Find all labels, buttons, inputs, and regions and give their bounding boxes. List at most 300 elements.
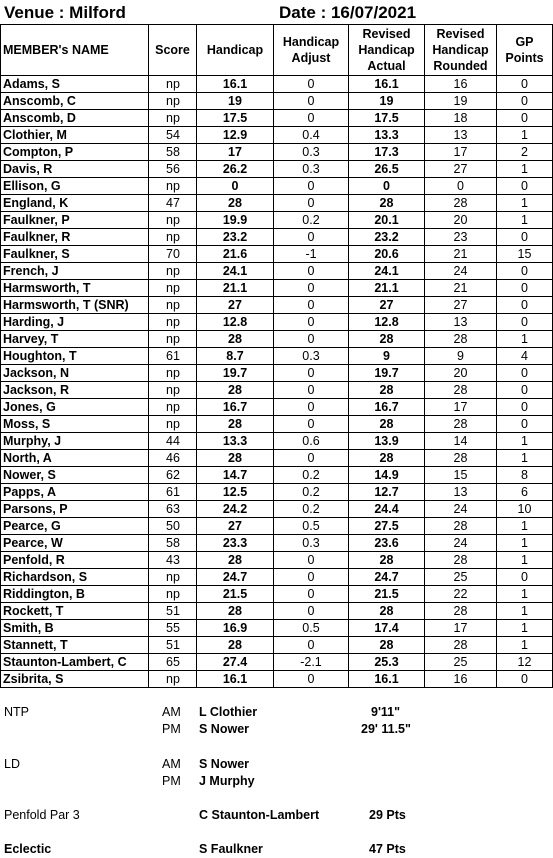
table-row — [0, 229, 553, 246]
grid-line-row — [0, 568, 553, 569]
cell-gp: 1 — [521, 587, 528, 601]
cell-revised: 17.5 — [374, 111, 399, 125]
cell-adjust: 0 — [307, 94, 315, 108]
cell-gp: 1 — [521, 128, 528, 142]
cell-gp: 0 — [521, 366, 528, 380]
cell-revised: 28 — [379, 332, 394, 346]
table-row — [0, 416, 553, 433]
cell-gp: 0 — [521, 315, 528, 329]
cell-gp: 0 — [521, 281, 528, 295]
ntp-pm-name: S Nower — [199, 722, 250, 736]
cell-gp: 1 — [521, 553, 528, 567]
ntp-am-label: AM — [162, 705, 181, 719]
cell-gp: 1 — [521, 162, 528, 176]
cell-name: Clothier, M — [3, 128, 67, 142]
table-row — [0, 280, 553, 297]
cell-score: np — [166, 111, 180, 125]
cell-rounded: 21 — [453, 247, 468, 261]
cell-handicap: 19 — [228, 94, 242, 108]
cell-name: Jones, G — [3, 400, 56, 414]
cell-rounded: 28 — [453, 383, 468, 397]
grid-line-top — [0, 24, 553, 25]
grid-line-row — [0, 177, 553, 178]
grid-line-row — [0, 483, 553, 484]
cell-name: Jackson, N — [3, 366, 70, 380]
grid-line-row — [0, 517, 553, 518]
grid-line-row — [0, 126, 553, 127]
cell-adjust: 0 — [307, 298, 315, 312]
cell-handicap: 21.5 — [222, 587, 248, 601]
cell-adjust: 0 — [307, 553, 315, 567]
cell-adjust: 0 — [307, 451, 315, 465]
par3-name: C Staunton-Lambert — [199, 808, 320, 822]
cell-name: Jackson, R — [3, 383, 70, 397]
cell-score: 58 — [166, 536, 180, 550]
table-row — [0, 382, 553, 399]
cell-handicap: 28 — [228, 638, 242, 652]
table-row — [0, 552, 553, 569]
cell-handicap: 28 — [228, 604, 242, 618]
cell-gp: 10 — [517, 502, 532, 516]
cell-revised: 14.9 — [374, 468, 399, 482]
cell-gp: 1 — [521, 434, 528, 448]
grid-line-row — [0, 245, 553, 246]
grid-line-column — [496, 24, 497, 688]
cell-revised: 25.3 — [374, 655, 399, 669]
table-row — [0, 586, 553, 603]
cell-name: Richardson, S — [3, 570, 88, 584]
grid-line-row — [0, 296, 553, 297]
table-row — [0, 603, 553, 620]
table-row — [0, 246, 553, 263]
eclectic-label: Eclectic — [4, 842, 52, 856]
cell-handicap: 28 — [228, 196, 242, 210]
cell-name: Anscomb, C — [3, 94, 76, 108]
grid-line-row — [0, 194, 553, 195]
cell-name: French, J — [3, 264, 59, 278]
table-row — [0, 501, 553, 518]
cell-score: np — [166, 179, 180, 193]
cell-adjust: 0.2 — [302, 468, 320, 482]
cell-handicap: 24.2 — [222, 502, 248, 516]
cell-rounded: 28 — [453, 451, 468, 465]
cell-rounded: 13 — [453, 128, 468, 142]
cell-rounded: 17 — [453, 621, 468, 635]
cell-name: Murphy, J — [3, 434, 62, 448]
cell-revised: 9 — [383, 349, 390, 363]
cell-gp: 1 — [521, 621, 528, 635]
cell-score: np — [166, 332, 180, 346]
cell-adjust: 0.2 — [302, 213, 320, 227]
cell-rounded: 19 — [453, 94, 468, 108]
table-row — [0, 212, 553, 229]
cell-handicap: 24.7 — [222, 570, 248, 584]
cell-gp: 1 — [521, 536, 528, 550]
cell-rounded: 24 — [453, 264, 468, 278]
cell-rounded: 17 — [453, 145, 468, 159]
cell-score: 44 — [166, 434, 180, 448]
cell-adjust: 0 — [307, 570, 315, 584]
cell-score: 62 — [166, 468, 180, 482]
cell-name: Parsons, P — [3, 502, 68, 516]
cell-gp: 4 — [521, 349, 528, 363]
cell-rounded: 18 — [453, 111, 468, 125]
cell-adjust: 0 — [307, 230, 315, 244]
cell-handicap: 28 — [228, 451, 242, 465]
cell-name: Harding, J — [3, 315, 65, 329]
cell-revised: 23.2 — [374, 230, 399, 244]
table-row — [0, 654, 553, 671]
cell-score: 54 — [166, 128, 180, 142]
cell-rounded: 28 — [453, 519, 468, 533]
header-revised-rounded-line2: Handicap — [432, 43, 489, 57]
cell-rounded: 25 — [453, 655, 468, 669]
cell-revised: 19 — [379, 94, 394, 108]
cell-gp: 1 — [521, 604, 528, 618]
cell-rounded: 28 — [453, 417, 468, 431]
cell-rounded: 23 — [453, 230, 468, 244]
header-revised-actual-line3: Actual — [367, 59, 406, 73]
cell-gp: 0 — [521, 111, 528, 125]
cell-handicap: 23.3 — [222, 536, 248, 550]
cell-handicap: 21.1 — [222, 281, 248, 295]
cell-rounded: 28 — [453, 638, 468, 652]
grid-line-column — [196, 24, 197, 688]
cell-gp: 0 — [521, 417, 528, 431]
cell-adjust: 0 — [307, 400, 315, 414]
cell-gp: 0 — [521, 77, 528, 91]
cell-adjust: 0.3 — [302, 145, 320, 159]
table-row — [0, 467, 553, 484]
table-row — [0, 195, 553, 212]
cell-score: 61 — [166, 349, 180, 363]
cell-revised: 12.8 — [374, 315, 399, 329]
cell-score: np — [166, 77, 180, 91]
cell-gp: 12 — [517, 655, 532, 669]
cell-score: 70 — [166, 247, 180, 261]
grid-line-row — [0, 619, 553, 620]
cell-rounded: 9 — [457, 349, 464, 363]
grid-line-row — [0, 398, 553, 399]
cell-score: np — [166, 281, 180, 295]
ntp-am-value: 9'11" — [371, 705, 401, 719]
cell-adjust: 0 — [307, 366, 315, 380]
cell-name: Houghton, T — [3, 349, 77, 363]
cell-adjust: 0.5 — [302, 621, 320, 635]
cell-score: np — [166, 298, 180, 312]
table-row — [0, 348, 553, 365]
eclectic-name: S Faulkner — [199, 842, 263, 856]
cell-rounded: 28 — [453, 553, 468, 567]
cell-rounded: 24 — [453, 536, 468, 550]
cell-name: Davis, R — [3, 162, 53, 176]
header-revised-actual-line1: Revised — [362, 27, 411, 41]
cell-name: Moss, S — [3, 417, 51, 431]
cell-revised: 17.4 — [374, 621, 399, 635]
cell-rounded: 16 — [453, 672, 468, 686]
cell-name: Faulkner, R — [3, 230, 71, 244]
grid-line-row — [0, 364, 553, 365]
header-score: Score — [155, 43, 190, 57]
table-row — [0, 110, 553, 127]
eclectic-value: 47 Pts — [369, 842, 406, 856]
cell-adjust: -2.1 — [300, 655, 322, 669]
cell-revised: 0 — [383, 179, 390, 193]
grid-line-column — [424, 24, 425, 688]
header-revised-rounded-line1: Revised — [436, 27, 485, 41]
cell-adjust: 0 — [307, 638, 315, 652]
ntp-label: NTP — [4, 705, 29, 719]
cell-adjust: -1 — [305, 247, 317, 261]
cell-gp: 0 — [521, 400, 528, 414]
cell-score: np — [166, 570, 180, 584]
cell-adjust: 0 — [307, 672, 315, 686]
cell-rounded: 28 — [453, 604, 468, 618]
table-row — [0, 161, 553, 178]
cell-gp: 0 — [521, 179, 528, 193]
ld-pm-name: J Murphy — [199, 774, 255, 788]
cell-name: Pearce, G — [3, 519, 61, 533]
grid-line-row — [0, 313, 553, 314]
cell-name: Staunton-Lambert, C — [3, 655, 127, 669]
cell-name: Faulkner, P — [3, 213, 70, 227]
cell-adjust: 0 — [307, 264, 315, 278]
cell-adjust: 0 — [307, 179, 315, 193]
cell-handicap: 26.2 — [222, 162, 248, 176]
cell-rounded: 24 — [453, 502, 468, 516]
grid-line-row — [0, 330, 553, 331]
table-row — [0, 535, 553, 552]
header-handicap: Handicap — [206, 43, 264, 57]
cell-revised: 13.3 — [374, 128, 399, 142]
cell-adjust: 0 — [307, 77, 315, 91]
cell-score: 56 — [166, 162, 180, 176]
table-row — [0, 263, 553, 280]
cell-name: Harmsworth, T — [3, 281, 91, 295]
ld-label: LD — [4, 757, 20, 771]
table-row — [0, 450, 553, 467]
cell-name: Harvey, T — [3, 332, 59, 346]
table-row — [0, 144, 553, 161]
header-member-name: MEMBER's NAME — [3, 43, 109, 57]
cell-adjust: 0 — [307, 196, 315, 210]
cell-adjust: 0.3 — [302, 349, 320, 363]
cell-gp: 2 — [521, 145, 528, 159]
cell-name: Penfold, R — [3, 553, 65, 567]
table-row — [0, 433, 553, 450]
cell-adjust: 0 — [307, 315, 315, 329]
table-row — [0, 127, 553, 144]
cell-gp: 0 — [521, 264, 528, 278]
cell-handicap: 28 — [228, 417, 242, 431]
cell-gp: 1 — [521, 332, 528, 346]
cell-rounded: 27 — [453, 298, 468, 312]
cell-handicap: 12.8 — [222, 315, 248, 329]
cell-revised: 28 — [379, 383, 394, 397]
cell-name: Anscomb, D — [3, 111, 76, 125]
cell-adjust: 0.4 — [302, 128, 320, 142]
cell-score: np — [166, 315, 180, 329]
cell-revised: 24.1 — [374, 264, 399, 278]
header-gp-line2: Points — [505, 51, 544, 65]
cell-rounded: 0 — [457, 179, 464, 193]
cell-score: 43 — [166, 553, 180, 567]
cell-handicap: 27.4 — [222, 655, 248, 669]
grid-line-row — [0, 500, 553, 501]
cell-gp: 1 — [521, 213, 528, 227]
cell-name: Ellison, G — [3, 179, 61, 193]
grid-line-row — [0, 279, 553, 280]
grid-line-row — [0, 636, 553, 637]
header-revised-actual — [349, 24, 424, 76]
cell-revised: 17.3 — [374, 145, 399, 159]
par3-label: Penfold Par 3 — [4, 808, 80, 822]
cell-adjust: 0 — [307, 604, 315, 618]
table-row — [0, 671, 553, 688]
cell-rounded: 20 — [453, 366, 468, 380]
table-row — [0, 484, 553, 501]
ntp-pm-value: 29' 11.5" — [361, 722, 411, 736]
cell-handicap: 16.9 — [222, 621, 248, 635]
table-row — [0, 637, 553, 654]
cell-handicap: 16.1 — [222, 77, 248, 91]
cell-revised: 28 — [379, 196, 394, 210]
cell-revised: 23.6 — [374, 536, 399, 550]
grid-line-row — [0, 211, 553, 212]
cell-score: np — [166, 94, 180, 108]
cell-revised: 27 — [379, 298, 394, 312]
cell-adjust: 0 — [307, 281, 315, 295]
table-row — [0, 518, 553, 535]
header-handicap-adjust — [274, 24, 348, 76]
table-row — [0, 314, 553, 331]
table-row — [0, 76, 553, 93]
cell-rounded: 15 — [453, 468, 468, 482]
cell-gp: 8 — [521, 468, 528, 482]
cell-handicap: 24.1 — [222, 264, 248, 278]
cell-rounded: 17 — [453, 400, 468, 414]
cell-handicap: 21.6 — [222, 247, 248, 261]
cell-handicap: 19.9 — [222, 213, 248, 227]
cell-name: Compton, P — [3, 145, 74, 159]
cell-gp: 0 — [521, 94, 528, 108]
ld-am-label: AM — [162, 757, 181, 771]
cell-rounded: 25 — [453, 570, 468, 584]
grid-line-row — [0, 160, 553, 161]
header-gp-points — [497, 24, 552, 76]
cell-gp: 1 — [521, 519, 528, 533]
grid-line-row — [0, 449, 553, 450]
cell-adjust: 0 — [307, 111, 315, 125]
cell-revised: 28 — [379, 417, 394, 431]
grid-line-row — [0, 466, 553, 467]
cell-revised: 24.7 — [374, 570, 399, 584]
cell-adjust: 0 — [307, 417, 315, 431]
cell-score: 46 — [166, 451, 180, 465]
cell-gp: 0 — [521, 570, 528, 584]
header-adjust-line1: Handicap — [282, 35, 340, 49]
cell-handicap: 16.7 — [222, 400, 248, 414]
grid-line-column — [273, 24, 274, 688]
table-row — [0, 178, 553, 195]
cell-rounded: 13 — [453, 315, 468, 329]
par3-value: 29 Pts — [369, 808, 406, 822]
cell-rounded: 21 — [453, 281, 468, 295]
grid-line-row — [0, 551, 553, 552]
cell-handicap: 27 — [228, 519, 242, 533]
cell-handicap: 17 — [228, 145, 242, 159]
cell-score: 47 — [166, 196, 180, 210]
grid-line-row — [0, 670, 553, 671]
cell-revised: 28 — [379, 553, 394, 567]
grid-line-row — [0, 92, 553, 93]
cell-rounded: 14 — [453, 434, 468, 448]
cell-name: Harmsworth, T (SNR) — [3, 298, 129, 312]
grid-line-row — [0, 602, 553, 603]
cell-gp: 1 — [521, 451, 528, 465]
cell-adjust: 0 — [307, 332, 315, 346]
cell-gp: 15 — [517, 247, 532, 261]
grid-line-row — [0, 687, 553, 688]
cell-name: Adams, S — [3, 77, 60, 91]
cell-score: 58 — [166, 145, 180, 159]
header-revised-rounded — [425, 24, 496, 76]
cell-name: Stannett, T — [3, 638, 68, 652]
cell-handicap: 19.7 — [222, 366, 248, 380]
cell-revised: 20.6 — [374, 247, 399, 261]
cell-gp: 0 — [521, 230, 528, 244]
cell-handicap: 17.5 — [222, 111, 248, 125]
cell-rounded: 16 — [453, 77, 468, 91]
cell-adjust: 0.2 — [302, 502, 320, 516]
cell-gp: 1 — [521, 196, 528, 210]
cell-gp: 6 — [521, 485, 528, 499]
cell-score: 50 — [166, 519, 180, 533]
cell-rounded: 27 — [453, 162, 468, 176]
cell-revised: 19.7 — [374, 366, 399, 380]
cell-score: np — [166, 400, 180, 414]
cell-rounded: 28 — [453, 196, 468, 210]
cell-revised: 26.5 — [374, 162, 399, 176]
table-row — [0, 93, 553, 110]
header-gp-line1: GP — [515, 35, 534, 49]
cell-gp: 1 — [521, 638, 528, 652]
cell-score: 61 — [166, 485, 180, 499]
cell-adjust: 0 — [307, 383, 315, 397]
grid-line-row — [0, 585, 553, 586]
cell-handicap: 27 — [228, 298, 242, 312]
cell-revised: 13.9 — [374, 434, 399, 448]
cell-handicap: 12.9 — [222, 128, 248, 142]
table-row — [0, 620, 553, 637]
cell-score: np — [166, 230, 180, 244]
cell-name: Zsibrita, S — [3, 672, 64, 686]
cell-revised: 20.1 — [374, 213, 399, 227]
cell-rounded: 20 — [453, 213, 468, 227]
cell-score: np — [166, 587, 180, 601]
cell-score: np — [166, 213, 180, 227]
cell-score: np — [166, 417, 180, 431]
cell-handicap: 23.2 — [222, 230, 248, 244]
cell-name: Smith, B — [3, 621, 54, 635]
grid-line-row — [0, 534, 553, 535]
cell-rounded: 13 — [453, 485, 468, 499]
cell-adjust: 0.6 — [302, 434, 320, 448]
cell-gp: 0 — [521, 672, 528, 686]
cell-handicap: 12.5 — [222, 485, 248, 499]
grid-line-column — [0, 24, 1, 688]
cell-name: Papps, A — [3, 485, 57, 499]
